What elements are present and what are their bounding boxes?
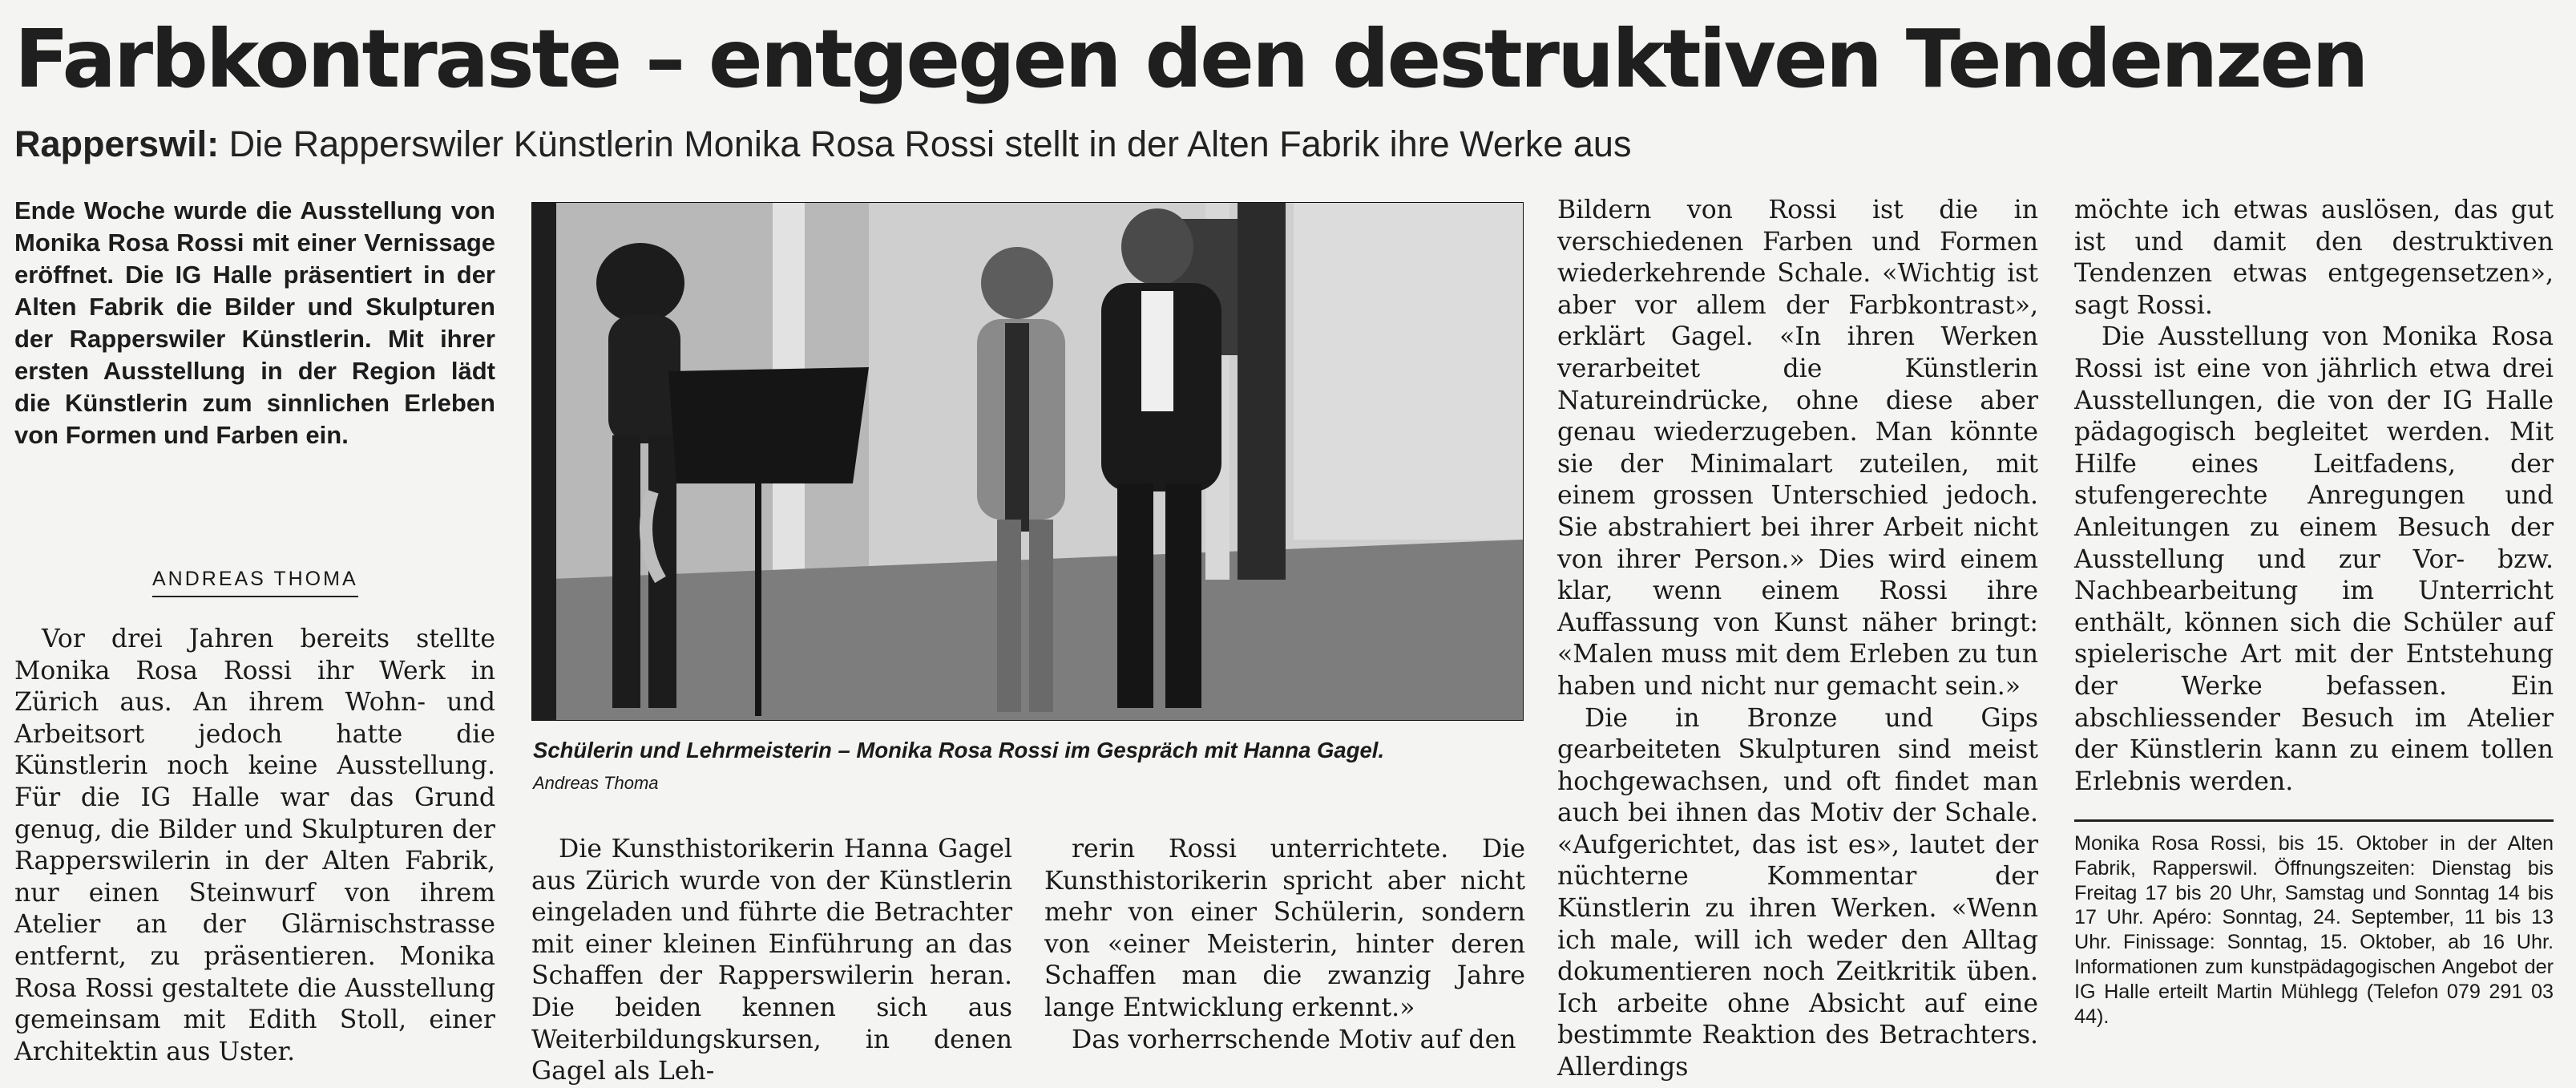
column-3 [1044,834,1525,1056]
photo-credit: Andreas Thoma [533,773,659,793]
paragraph: Bildern von Rossi ist die in verschiedenen Farben und Formen wiederkehrende Schale. «Wichtig ist aber vor allem der Farbkontrast», erklärt Gagel. «In ihren Werken verarbeitet die Künstlerin Natureindrücke, ohne diese aber genau wiederzugeben. Man könnte sie der Minimalart zuteilen, mit einem grossen Unterschied jedoch. Sie abstrahiert bei ihrer Arbeit nicht von ihrer Person.» Dies wird einem klar, wenn einem Rossi ihre Auffassung von Kunst näher bringt: «Malen muss mit dem Erleben zu tun haben und nicht nur gemacht sein.» [1557,196,2038,701]
subheadline [14,120,2563,168]
column-5 [2074,195,2554,798]
author-byline: ANDREAS THOMA [152,568,358,597]
dateline: Rapperswil: [14,123,220,164]
article-photo [531,202,1524,721]
info-box: Monika Rosa Rossi, bis 15. Oktober in der Alten Fabrik, Rapperswil. Öffnungszeiten: Dienstag bis Freitag 17 bis 20 Uhr, Samstag und Sonntag 14 bis 17 Uhr. Apéro: Sonntag, 24. September, 11 bis 13 Uhr. Finissage: Sonntag, 15. Oktober, ab 16 Uhr. Informationen zum kunstpädagogischen Angebot der IG Halle erteilt Martin Mühlegg (Telefon 079 291 03 44). [2074,819,2554,1029]
lead-paragraph: Ende Woche wurde die Ausstellung von Monika Rosa Rossi mit einer Vernissage eröffnet. Die IG Halle präsentiert in der Alten Fabrik die Bilder und Skulpturen der Rapperswiler Künstlerin. Mit ihrer ersten Ausstellung in der Region lädt die Künstlerin zum sinnlichen Erleben von Formen und Farben ein. [14,196,495,449]
headline: Farbkontraste – entgegen den destruktiven Tendenzen [14,12,2367,106]
photo-caption: Schülerin und Lehrmeisterin – Monika Rosa Rossi im Gespräch mit Hanna Gagel. [533,738,1385,762]
paragraph: Die in Bronze und Gips gearbeiteten Skulpturen sind meist hochgewachsen, und oft findet man auch bei ihnen das Motiv der Schale. «Aufgerichtet, das ist es», lautet der nüchterne Kommentar der Künstlerin zu ihren Werken. «Wenn ich male, will ich weder den Alltag dokumentieren noch Zeitkritik üben. Ich arbeite ohne Absicht auf eine bestimmte Reaktion des Betrachters. Allerdings [1557,703,2038,1082]
paragraph: Das vorherrschende Motiv auf den [1072,1025,1516,1054]
paragraph: Vor drei Jahren bereits stellte Monika Rosa Rossi ihr Werk in Zürich aus. An ihrem Wohn- und Arbeitsort jedoch hatte die Künstlerin noch keine Ausstellung. Für die IG Halle war das Grund genug, die Bilder und Skulpturen der Rapperswilerin in der Alten Fabrik, nur einen Steinwurf von ihrem Atelier an der Glärnischstrasse entfernt, zu präsentieren. Monika Rosa Rossi gestaltete die Ausstellung gemeinsam mit Edith Stoll, einer Architektin aus Uster. [14,625,495,1066]
paragraph: Die Ausstellung von Monika Rosa Rossi ist eine von jährlich etwa drei Ausstellungen, die von der IG Halle pädagogisch begleitet werden. Mit Hilfe eines Leitfadens, der stufengerechte Anregungen und Anleitungen zu einem Besuch der Ausstellung und zur Vor- bzw. Nachbearbeitung im Unterricht enthält, können sich die Schüler auf spielerische Art mit der Entstehung der Werke befassen. Ein abschliessender Besuch im Atelier der Künstlerin kann zu einem tollen Erlebnis werden. [2074,322,2554,796]
paragraph: Die Kunsthistorikerin Hanna Gagel aus Zürich wurde von der Künstlerin eingeladen und führte die Betrachter mit einer kleinen Einführung an das Schaffen der Rapperswilerin heran. Die beiden kennen sich aus Weiterbildungskursen, in denen Gagel als Leh- [531,835,1012,1086]
column-1 [14,624,495,1068]
subtitle: Die Rapperswiler Künstlerin Monika Rosa Rossi stellt in der Alten Fabrik ihre Werke aus [228,123,1632,164]
column-2 [531,834,1012,1088]
column-4 [1557,195,2038,1084]
paragraph: rerin Rossi unterrichtete. Die Kunsthistorikerin spricht aber nicht mehr von einer Schülerin, sondern von «einer Meisterin, hinter deren Schaffen man die zwanzig Jahre lange Entwicklung erkennt.» [1044,835,1525,1022]
exhibition-photo-illustration [532,203,1523,720]
paragraph: möchte ich etwas auslösen, das gut ist und damit den destruktiven Tendenzen etwas entgegensetzen», sagt Rossi. [2074,196,2554,320]
